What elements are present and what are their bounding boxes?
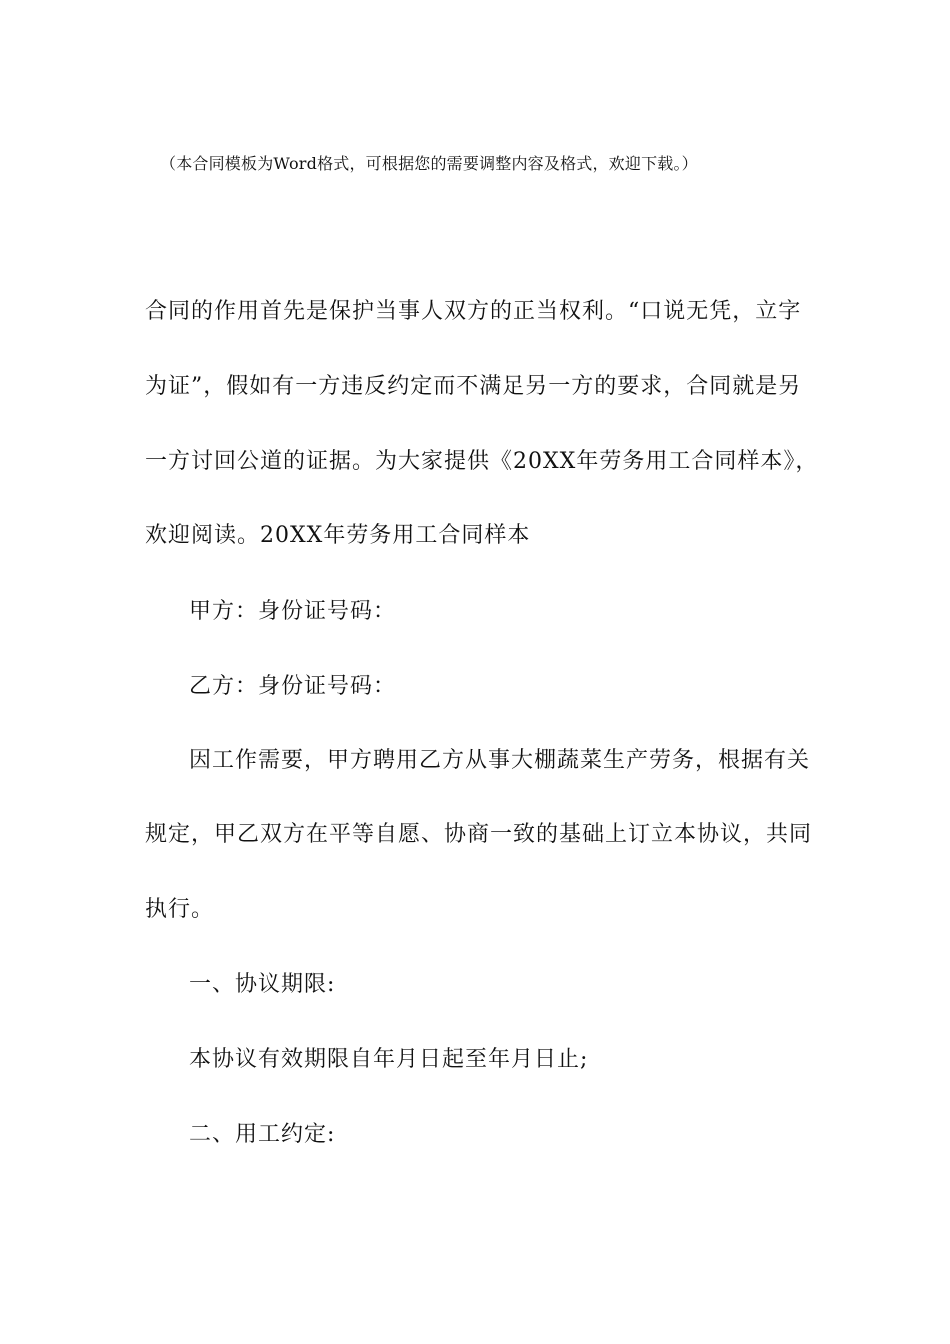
intro-line-3: 一方讨回公道的证据。为大家提供《20XX年劳务用工合同样本》， bbox=[145, 449, 819, 474]
intro-line-4: 欢迎阅读。20XX年劳务用工合同样本 bbox=[145, 523, 531, 548]
template-note: （本合同模板为Word格式，可根据您的需要调整内容及格式，欢迎下载。） bbox=[160, 154, 698, 173]
party-a-line: 甲方：身份证号码： bbox=[189, 599, 397, 624]
purpose-line-1: 因工作需要，甲方聘用乙方从事大棚蔬菜生产劳务，根据有关 bbox=[189, 748, 811, 773]
section-2-title: 二、用工约定: bbox=[189, 1122, 336, 1147]
purpose-line-3: 执行。 bbox=[145, 897, 215, 922]
intro-line-1: 合同的作用首先是保护当事人双方的正当权利。“口说无凭，立字 bbox=[145, 299, 802, 324]
party-b-line: 乙方：身份证号码： bbox=[189, 674, 397, 699]
section-1-text: 本协议有效期限自年月日起至年月日止; bbox=[189, 1047, 589, 1072]
intro-line-2: 为证”，假如有一方违反约定而不满足另一方的要求，合同就是另 bbox=[145, 374, 802, 399]
purpose-line-2: 规定，甲乙双方在平等自愿、协商一致的基础上订立本协议，共同 bbox=[145, 822, 813, 847]
section-1-title: 一、协议期限: bbox=[189, 972, 336, 997]
